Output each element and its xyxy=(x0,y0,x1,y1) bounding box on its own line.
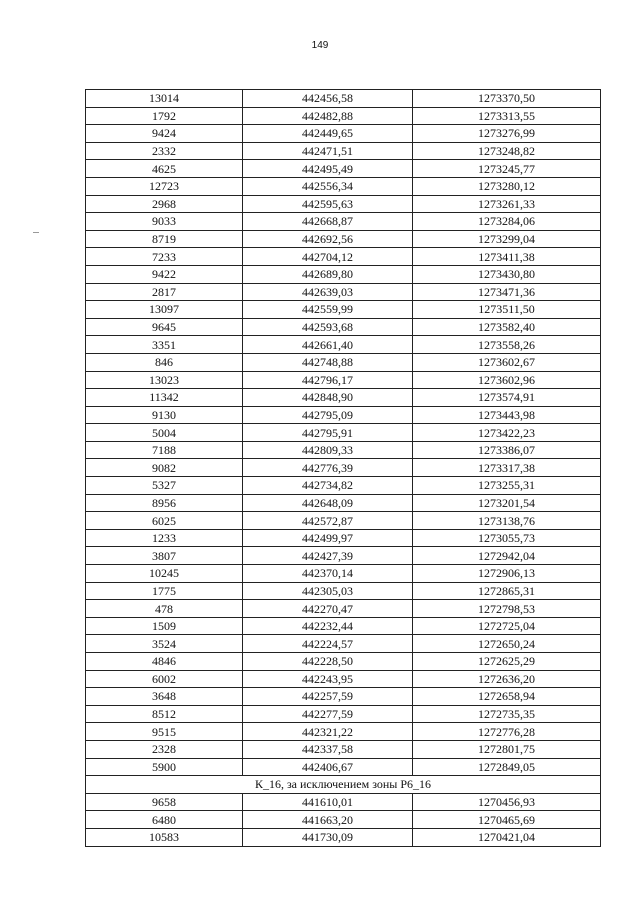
table-row xyxy=(86,301,601,319)
y-coordinate-cell: 1270456,93 xyxy=(413,793,601,811)
table-row xyxy=(86,230,601,248)
y-coordinate-cell: 1272658,94 xyxy=(413,688,601,706)
table-row xyxy=(86,705,601,723)
x-coordinate-cell: 442704,12 xyxy=(243,248,413,266)
x-coordinate-cell: 442499,97 xyxy=(243,529,413,547)
y-coordinate-cell: 1273582,40 xyxy=(413,318,601,336)
x-coordinate-cell: 441663,20 xyxy=(243,811,413,829)
table-row xyxy=(86,512,601,530)
table-row xyxy=(86,635,601,653)
x-coordinate-cell: 442639,03 xyxy=(243,283,413,301)
table-row xyxy=(86,688,601,706)
table-row xyxy=(86,670,601,688)
point-number-cell: 8956 xyxy=(86,494,243,512)
x-coordinate-cell: 442449,65 xyxy=(243,125,413,143)
x-coordinate-cell: 442232,44 xyxy=(243,617,413,635)
y-coordinate-cell: 1273443,98 xyxy=(413,406,601,424)
x-coordinate-cell: 442661,40 xyxy=(243,336,413,354)
point-number-cell: 6002 xyxy=(86,670,243,688)
x-coordinate-cell: 442321,22 xyxy=(243,723,413,741)
x-coordinate-cell: 442572,87 xyxy=(243,512,413,530)
table-row xyxy=(86,125,601,143)
table-row xyxy=(86,529,601,547)
table-row xyxy=(86,494,601,512)
point-number-cell: 846 xyxy=(86,353,243,371)
point-number-cell: 3648 xyxy=(86,688,243,706)
table-row xyxy=(86,406,601,424)
y-coordinate-cell: 1273284,06 xyxy=(413,213,601,231)
x-coordinate-cell: 442270,47 xyxy=(243,600,413,618)
table-row xyxy=(86,90,601,108)
table-row xyxy=(86,723,601,741)
point-number-cell: 5327 xyxy=(86,477,243,495)
section-header: К_16, за исключением зоны Р6_16 xyxy=(86,776,601,794)
x-coordinate-cell: 442692,56 xyxy=(243,230,413,248)
y-coordinate-cell: 1273248,82 xyxy=(413,142,601,160)
y-coordinate-cell: 1272801,75 xyxy=(413,740,601,758)
table-row xyxy=(86,653,601,671)
coordinates-table xyxy=(85,89,601,847)
point-number-cell: 2817 xyxy=(86,283,243,301)
y-coordinate-cell: 1270421,04 xyxy=(413,828,601,846)
y-coordinate-cell: 1273313,55 xyxy=(413,107,601,125)
table-row xyxy=(86,793,601,811)
table-row xyxy=(86,811,601,829)
table-row xyxy=(86,283,601,301)
point-number-cell: 9033 xyxy=(86,213,243,231)
x-coordinate-cell: 442795,91 xyxy=(243,424,413,442)
table-row xyxy=(86,617,601,635)
y-coordinate-cell: 1273255,31 xyxy=(413,477,601,495)
x-coordinate-cell: 442305,03 xyxy=(243,582,413,600)
table-row xyxy=(86,477,601,495)
x-coordinate-cell: 442593,68 xyxy=(243,318,413,336)
y-coordinate-cell: 1270465,69 xyxy=(413,811,601,829)
table-row xyxy=(86,424,601,442)
point-number-cell: 5004 xyxy=(86,424,243,442)
x-coordinate-cell: 442224,57 xyxy=(243,635,413,653)
y-coordinate-cell: 1272798,53 xyxy=(413,600,601,618)
x-coordinate-cell: 442559,99 xyxy=(243,301,413,319)
x-coordinate-cell: 442648,09 xyxy=(243,494,413,512)
y-coordinate-cell: 1273201,54 xyxy=(413,494,601,512)
point-number-cell: 10583 xyxy=(86,828,243,846)
x-coordinate-cell: 442776,39 xyxy=(243,459,413,477)
point-number-cell: 13097 xyxy=(86,301,243,319)
section-header-row xyxy=(86,776,601,794)
y-coordinate-cell: 1273574,91 xyxy=(413,389,601,407)
y-coordinate-cell: 1273511,50 xyxy=(413,301,601,319)
y-coordinate-cell: 1273602,67 xyxy=(413,353,601,371)
x-coordinate-cell: 442795,09 xyxy=(243,406,413,424)
x-coordinate-cell: 442257,59 xyxy=(243,688,413,706)
y-coordinate-cell: 1273261,33 xyxy=(413,195,601,213)
table-row xyxy=(86,459,601,477)
table-row xyxy=(86,582,601,600)
table-row xyxy=(86,600,601,618)
y-coordinate-cell: 1272625,29 xyxy=(413,653,601,671)
x-coordinate-cell: 442456,58 xyxy=(243,90,413,108)
y-coordinate-cell: 1272906,13 xyxy=(413,565,601,583)
y-coordinate-cell: 1273317,38 xyxy=(413,459,601,477)
y-coordinate-cell: 1272735,35 xyxy=(413,705,601,723)
y-coordinate-cell: 1273138,76 xyxy=(413,512,601,530)
y-coordinate-cell: 1273280,12 xyxy=(413,177,601,195)
point-number-cell: 6025 xyxy=(86,512,243,530)
table-row xyxy=(86,107,601,125)
point-number-cell: 3807 xyxy=(86,547,243,565)
table-row xyxy=(86,265,601,283)
table-row xyxy=(86,441,601,459)
coordinates-table-body xyxy=(86,90,601,847)
point-number-cell: 1509 xyxy=(86,617,243,635)
x-coordinate-cell: 442228,50 xyxy=(243,653,413,671)
x-coordinate-cell: 441730,09 xyxy=(243,828,413,846)
x-coordinate-cell: 442689,80 xyxy=(243,265,413,283)
y-coordinate-cell: 1273245,77 xyxy=(413,160,601,178)
table-row xyxy=(86,547,601,565)
y-coordinate-cell: 1273386,07 xyxy=(413,441,601,459)
y-coordinate-cell: 1273430,80 xyxy=(413,265,601,283)
x-coordinate-cell: 441610,01 xyxy=(243,793,413,811)
point-number-cell: 9082 xyxy=(86,459,243,477)
x-coordinate-cell: 442471,51 xyxy=(243,142,413,160)
y-coordinate-cell: 1272776,28 xyxy=(413,723,601,741)
point-number-cell: 9515 xyxy=(86,723,243,741)
point-number-cell: 9422 xyxy=(86,265,243,283)
point-number-cell: 7233 xyxy=(86,248,243,266)
x-coordinate-cell: 442406,67 xyxy=(243,758,413,776)
table-row xyxy=(86,353,601,371)
point-number-cell: 7188 xyxy=(86,441,243,459)
y-coordinate-cell: 1273370,50 xyxy=(413,90,601,108)
table-row xyxy=(86,177,601,195)
y-coordinate-cell: 1273299,04 xyxy=(413,230,601,248)
page-number: 149 xyxy=(311,40,329,51)
y-coordinate-cell: 1272650,24 xyxy=(413,635,601,653)
table-row xyxy=(86,371,601,389)
point-number-cell: 9645 xyxy=(86,318,243,336)
x-coordinate-cell: 442796,17 xyxy=(243,371,413,389)
y-coordinate-cell: 1272636,20 xyxy=(413,670,601,688)
x-coordinate-cell: 442556,34 xyxy=(243,177,413,195)
table-row xyxy=(86,195,601,213)
point-number-cell: 2968 xyxy=(86,195,243,213)
point-number-cell: 6480 xyxy=(86,811,243,829)
x-coordinate-cell: 442748,88 xyxy=(243,353,413,371)
y-coordinate-cell: 1273411,38 xyxy=(413,248,601,266)
table-row xyxy=(86,142,601,160)
point-number-cell: 4846 xyxy=(86,653,243,671)
x-coordinate-cell: 442809,33 xyxy=(243,441,413,459)
x-coordinate-cell: 442595,63 xyxy=(243,195,413,213)
table-row xyxy=(86,758,601,776)
point-number-cell: 10245 xyxy=(86,565,243,583)
table-row xyxy=(86,565,601,583)
point-number-cell: 13014 xyxy=(86,90,243,108)
point-number-cell: 8512 xyxy=(86,705,243,723)
y-coordinate-cell: 1272942,04 xyxy=(413,547,601,565)
x-coordinate-cell: 442243,95 xyxy=(243,670,413,688)
x-coordinate-cell: 442734,82 xyxy=(243,477,413,495)
x-coordinate-cell: 442482,88 xyxy=(243,107,413,125)
point-number-cell: 2328 xyxy=(86,740,243,758)
point-number-cell: 5900 xyxy=(86,758,243,776)
table-row xyxy=(86,213,601,231)
table-row xyxy=(86,389,601,407)
point-number-cell: 9130 xyxy=(86,406,243,424)
y-coordinate-cell: 1273276,99 xyxy=(413,125,601,143)
table-row xyxy=(86,248,601,266)
y-coordinate-cell: 1273422,23 xyxy=(413,424,601,442)
y-coordinate-cell: 1272725,04 xyxy=(413,617,601,635)
point-number-cell: 3351 xyxy=(86,336,243,354)
point-number-cell: 9658 xyxy=(86,793,243,811)
point-number-cell: 478 xyxy=(86,600,243,618)
point-number-cell: 2332 xyxy=(86,142,243,160)
x-coordinate-cell: 442337,58 xyxy=(243,740,413,758)
x-coordinate-cell: 442277,59 xyxy=(243,705,413,723)
point-number-cell: 1775 xyxy=(86,582,243,600)
x-coordinate-cell: 442427,39 xyxy=(243,547,413,565)
point-number-cell: 9424 xyxy=(86,125,243,143)
point-number-cell: 11342 xyxy=(86,389,243,407)
x-coordinate-cell: 442668,87 xyxy=(243,213,413,231)
point-number-cell: 1233 xyxy=(86,529,243,547)
scan-mark xyxy=(33,232,39,233)
table-row xyxy=(86,160,601,178)
y-coordinate-cell: 1273558,26 xyxy=(413,336,601,354)
y-coordinate-cell: 1272865,31 xyxy=(413,582,601,600)
table-row xyxy=(86,828,601,846)
x-coordinate-cell: 442370,14 xyxy=(243,565,413,583)
table-row xyxy=(86,318,601,336)
x-coordinate-cell: 442495,49 xyxy=(243,160,413,178)
y-coordinate-cell: 1273055,73 xyxy=(413,529,601,547)
table-row xyxy=(86,336,601,354)
y-coordinate-cell: 1272849,05 xyxy=(413,758,601,776)
point-number-cell: 12723 xyxy=(86,177,243,195)
y-coordinate-cell: 1273471,36 xyxy=(413,283,601,301)
point-number-cell: 1792 xyxy=(86,107,243,125)
point-number-cell: 3524 xyxy=(86,635,243,653)
x-coordinate-cell: 442848,90 xyxy=(243,389,413,407)
point-number-cell: 4625 xyxy=(86,160,243,178)
table-row xyxy=(86,740,601,758)
point-number-cell: 13023 xyxy=(86,371,243,389)
y-coordinate-cell: 1273602,96 xyxy=(413,371,601,389)
point-number-cell: 8719 xyxy=(86,230,243,248)
